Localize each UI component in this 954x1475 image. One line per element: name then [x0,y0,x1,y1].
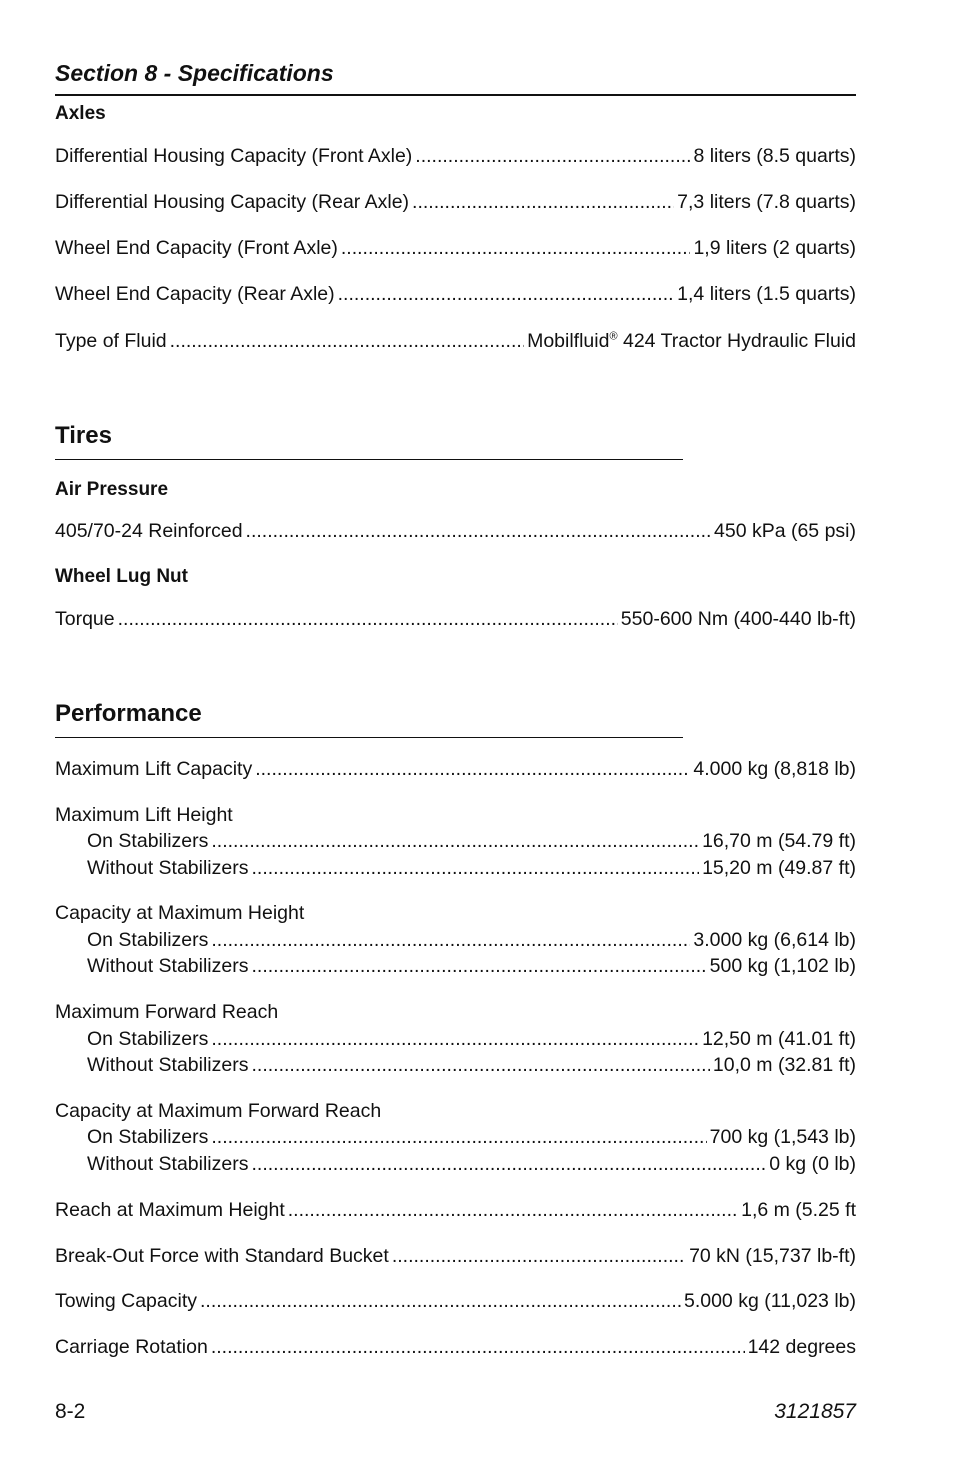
spec-value: 7,3 liters (7.8 quarts) [677,191,856,213]
spec-row-wheel-front [55,235,856,261]
spec-label: Break-Out Force with Standard Bucket [55,1245,389,1267]
spec-value: 5.000 kg (11,023 lb) [683,1290,856,1312]
performance-title: Performance [55,700,202,727]
spec-label: Wheel End Capacity (Front Axle) [55,237,338,259]
spec-value: 142 degrees [747,1336,856,1358]
dot-leader [412,189,674,215]
spec-label: Torque [55,608,115,630]
dot-leader [211,927,690,953]
page-header [55,58,856,96]
spec-row-reach-max-height [55,1197,856,1223]
dot-leader [211,1026,699,1052]
spec-label: Type of Fluid [55,330,167,352]
dot-leader [251,1052,709,1078]
spec-label: Without Stabilizers [87,857,249,879]
dot-leader [255,756,690,782]
spec-row-diff-front [55,143,856,169]
spec-row-towing-capacity [55,1288,856,1314]
spec-row-max-lift-height-without [87,855,856,881]
spec-value: 550-600 Nm (400-440 lb-ft) [620,608,856,630]
spec-value: 3.000 kg (6,614 lb) [693,929,856,951]
spec-value: 15,20 m (49.87 ft) [702,857,856,879]
dot-leader [170,328,524,354]
registered-mark: ® [609,330,618,343]
lug-nut-heading: Wheel Lug Nut [55,566,188,587]
spec-row-torque [55,606,856,632]
spec-value: 4.000 kg (8,818 lb) [693,758,856,780]
spec-label: Carriage Rotation [55,1336,208,1358]
spec-row-air-pressure [55,518,856,544]
spec-value: 1,9 liters (2 quarts) [693,237,856,259]
spec-value: 10,0 m (32.81 ft) [712,1054,856,1076]
spec-value: 0 kg (0 lb) [769,1153,856,1175]
spec-label: Differential Housing Capacity (Front Axle) [55,145,413,167]
spec-value: 12,50 m (41.01 ft) [702,1028,856,1050]
spec-label: Without Stabilizers [87,1153,249,1175]
dot-leader [251,1151,766,1177]
axles-heading: Axles [55,103,106,124]
tires-rule [55,459,683,460]
spec-value: 700 kg (1,543 lb) [709,1126,856,1148]
dot-leader [392,1243,686,1269]
spec-label: Maximum Lift Capacity [55,758,253,780]
spec-row-capacity-max-forward-reach-without [87,1151,856,1177]
max-lift-height-label: Maximum Lift Height [55,804,233,826]
spec-row-max-forward-reach-without [87,1052,856,1078]
spec-label: Without Stabilizers [87,955,249,977]
spec-label: Towing Capacity [55,1290,197,1312]
spec-label: Differential Housing Capacity (Rear Axle) [55,191,410,213]
spec-value [527,328,856,354]
spec-row-capacity-max-forward-reach-on [87,1124,856,1150]
dot-leader [415,143,690,169]
dot-leader [211,1334,745,1360]
spec-label: 405/70-24 Reinforced [55,520,243,542]
spec-row-wheel-rear [55,281,856,307]
spec-label: On Stabilizers [87,929,209,951]
spec-value: 1,6 m (5.25 ft [741,1199,856,1221]
spec-value: 500 kg (1,102 lb) [709,955,856,977]
dot-leader [211,828,699,854]
spec-value: 8 liters (8.5 quarts) [693,145,856,167]
spec-row-breakout-force [55,1243,856,1269]
spec-row-fluid-type [55,328,856,354]
spec-value: 16,70 m (54.79 ft) [702,830,856,852]
dot-leader [288,1197,738,1223]
spec-row-max-lift-height-on [87,828,856,854]
dot-leader [251,855,699,881]
section-title: Section 8 - Specifications [55,60,334,86]
fluid-brand: Mobilfluid [527,330,610,352]
dot-leader [338,281,675,307]
spec-row-max-lift-capacity [55,756,856,782]
dot-leader [200,1288,681,1314]
document-number: 3121857 [774,1400,856,1423]
spec-value: 1,4 liters (1.5 quarts) [677,283,856,305]
capacity-max-height-label: Capacity at Maximum Height [55,902,305,924]
page-number: 8-2 [55,1400,86,1423]
document-page [55,0,856,1475]
spec-row-capacity-max-height-without [87,953,856,979]
spec-value: 450 kPa (65 psi) [714,520,856,542]
dot-leader [246,518,711,544]
fluid-name: 424 Tractor Hydraulic Fluid [617,330,856,352]
spec-row-diff-rear [55,189,856,215]
dot-leader [341,235,691,261]
dot-leader [251,953,706,979]
capacity-max-forward-reach-label: Capacity at Maximum Forward Reach [55,1100,382,1122]
tires-title: Tires [55,422,112,449]
spec-row-carriage-rotation [55,1334,856,1360]
spec-value: 70 kN (15,737 lb-ft) [689,1245,856,1267]
dot-leader [118,606,618,632]
spec-row-capacity-max-height-on [87,927,856,953]
dot-leader [211,1124,706,1150]
spec-label: On Stabilizers [87,1126,209,1148]
spec-label: On Stabilizers [87,1028,209,1050]
air-pressure-heading: Air Pressure [55,479,169,500]
spec-label: Without Stabilizers [87,1054,249,1076]
performance-rule [55,737,683,738]
spec-label: On Stabilizers [87,830,209,852]
spec-row-max-forward-reach-on [87,1026,856,1052]
spec-label: Wheel End Capacity (Rear Axle) [55,283,335,305]
max-forward-reach-label: Maximum Forward Reach [55,1001,279,1023]
spec-label: Reach at Maximum Height [55,1199,285,1221]
